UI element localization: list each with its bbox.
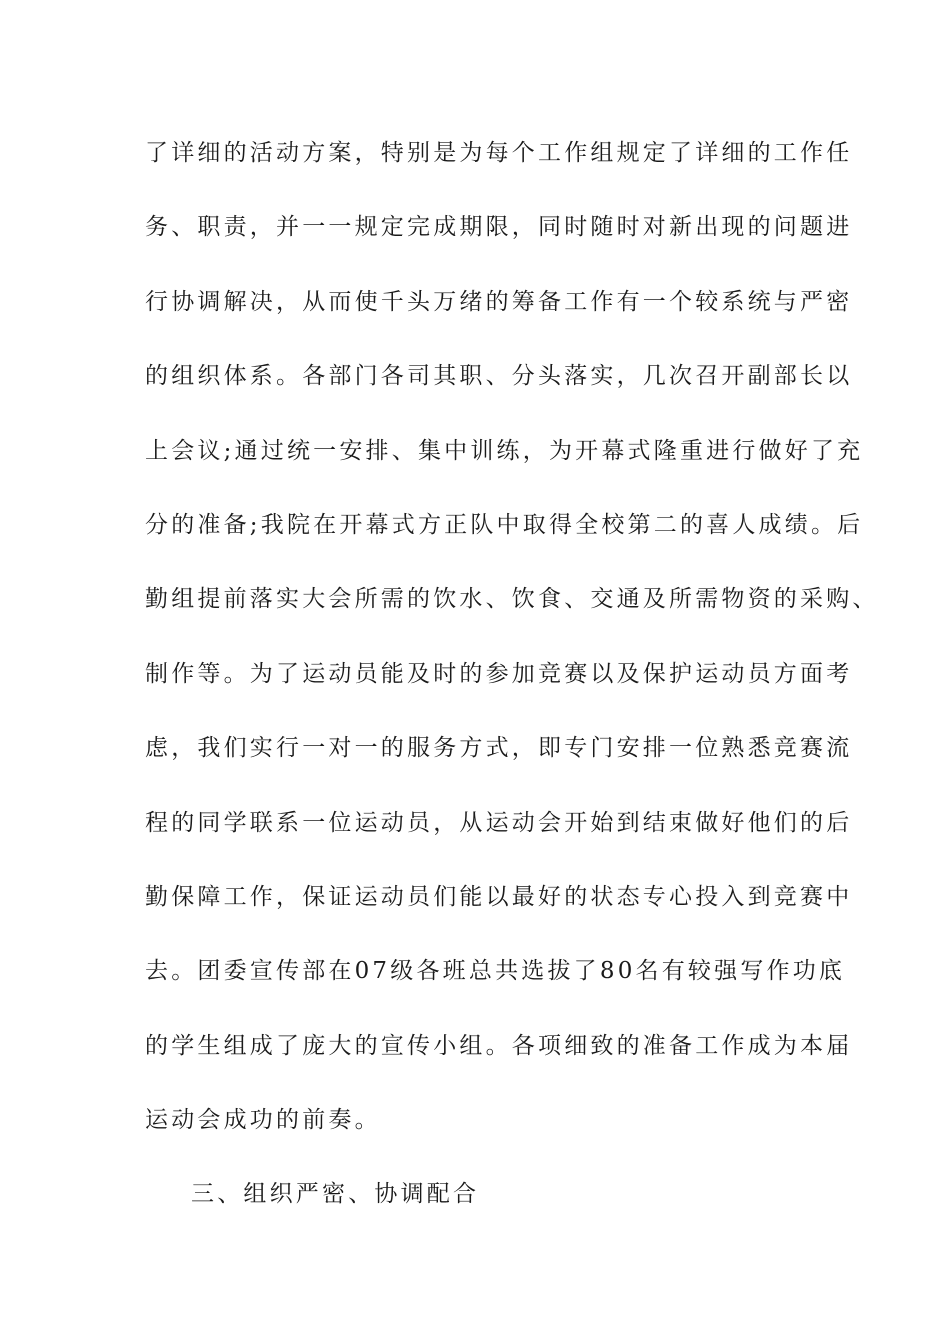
text-line-1: 了详细的活动方案，特别是为每个工作组规定了详细的工作任	[145, 140, 853, 166]
text-line-3: 行协调解决，从而使千头万绪的筹备工作有一个较系统与严密	[145, 288, 853, 315]
text-line-6: 分的准备;我院在开幕式方正队中取得全校第二的喜人成绩。后	[145, 511, 864, 538]
text-line-4: 的组织体系。各部门各司其职、分头落实，几次召开副部长以	[145, 363, 853, 390]
text-line-5: 上会议;通过统一安排、集中训练，为开幕式隆重进行做好了充	[145, 437, 864, 464]
text-line-10: 程的同学联系一位运动员，从运动会开始到结束做好他们的后	[145, 809, 853, 836]
text-line-8: 制作等。为了运动员能及时的参加竞赛以及保护运动员方面考	[145, 660, 853, 687]
body-text	[145, 126, 879, 1242]
text-line-14: 运动会成功的前奏。	[145, 1107, 381, 1134]
text-line-11: 勤保障工作，保证运动员们能以最好的状态专心投入到竞赛中	[145, 883, 853, 910]
text-line-13: 的学生组成了庞大的宣传小组。各项细致的准备工作成为本届	[145, 1032, 853, 1059]
text-line-2: 务、职责，并一一规定完成期限，同时随时对新出现的问题进	[145, 214, 853, 241]
text-line-12: 去。团委宣传部在07级各班总共选拔了80名有较强写作功底	[145, 958, 846, 985]
text-line-9: 虑，我们实行一对一的服务方式，即专门安排一位熟悉竞赛流	[145, 735, 853, 762]
text-line-7: 勤组提前落实大会所需的饮水、饮食、交通及所需物资的采购、	[145, 586, 879, 613]
section-heading: 三、组织严密、协调配合	[191, 1181, 480, 1208]
